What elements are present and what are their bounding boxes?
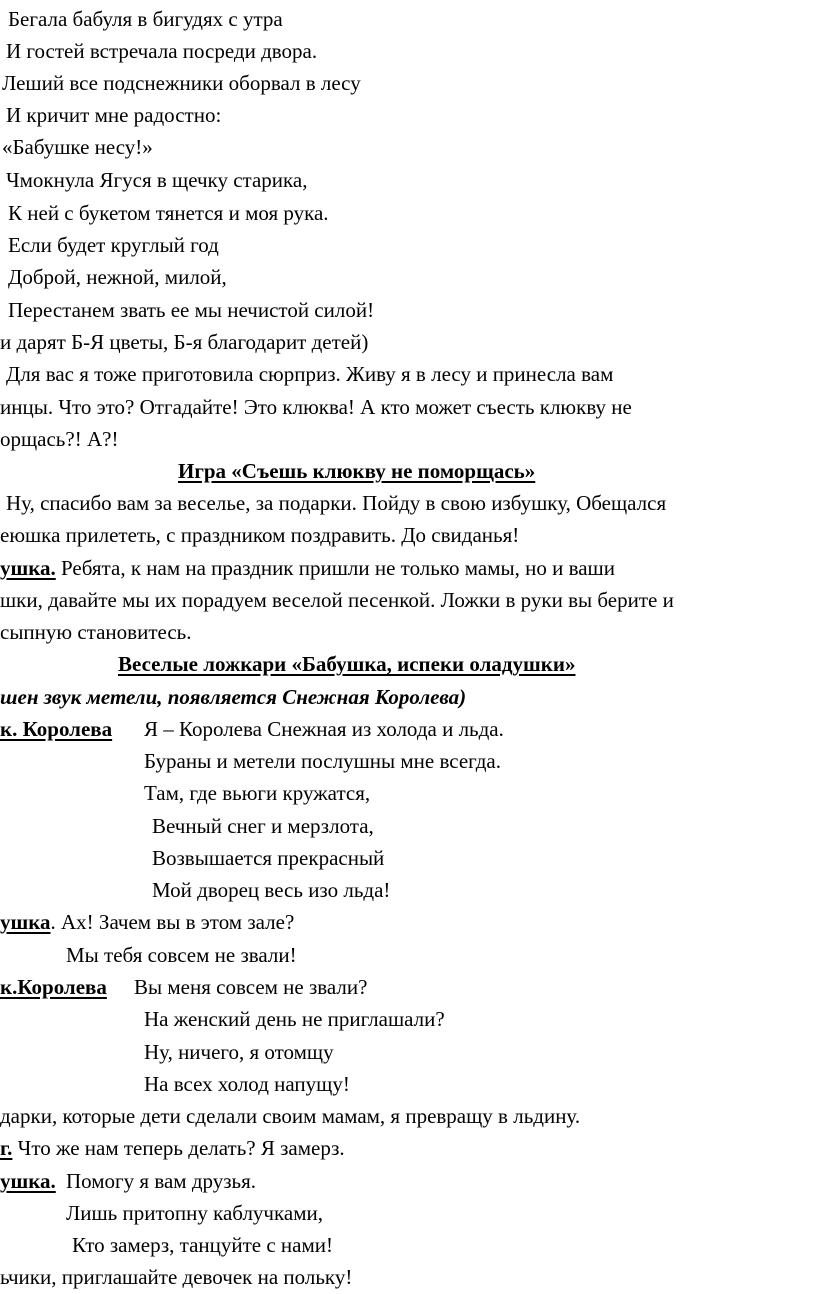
verse-line: Я – Королева Снежная из холода и льда.: [144, 717, 504, 741]
verse-line: Там, где вьюги кружатся,: [144, 781, 371, 805]
poem-line: К ней с букетом тянется и моя рука.: [8, 201, 329, 225]
speaker-line: [0, 1168, 56, 1194]
verse-line: Кто замерз, танцуйте с нами!: [72, 1233, 334, 1257]
verse-line: Лишь притопну каблучками,: [66, 1201, 323, 1225]
stage-direction: шен звук метели, появляется Снежная Королева): [0, 685, 467, 709]
speech-text: Ребята, к нам на праздник пришли не только мамы, но и ваши: [61, 556, 615, 580]
text-line: Ну, спасибо вам за веселье, за подарки. Пойду в свою избушку, Обещался: [6, 491, 667, 515]
text-line: инцы. Что это? Отгадайте! Это клюква! А кто может съесть клюкву не: [0, 395, 632, 419]
stage-direction: и дарят Б-Я цветы, Б-я благодарит детей): [0, 330, 369, 354]
verse-line: Мы тебя совсем не звали!: [66, 943, 297, 967]
text-line: орщась?! А?!: [0, 427, 119, 451]
poem-line: Если будет круглый год: [8, 233, 219, 257]
speaker-name: к.Королева: [0, 975, 107, 999]
poem-line: Леший все подснежники оборвал в лесу: [2, 71, 361, 95]
speaker-name: к. Королева: [0, 717, 113, 741]
text-line: сыпную становитесь.: [0, 620, 192, 644]
speech-text: . Ах! Зачем вы в этом зале?: [50, 910, 295, 934]
poem-line: И гостей встречала посреди двора.: [6, 39, 318, 63]
speaker-line: [0, 716, 112, 742]
poem-line: Перестанем звать ее мы нечистой силой!: [8, 298, 375, 322]
text-line: дарки, которые дети сделали своим мамам, я превращу в льдину.: [0, 1104, 581, 1128]
verse-line: На всех холод напущу!: [144, 1072, 350, 1096]
poem-line: Доброй, нежной, милой,: [8, 265, 227, 289]
verse-line: Вы меня совсем не звали?: [134, 975, 368, 999]
verse-line: Ну, ничего, я отомщу: [144, 1040, 334, 1064]
verse-line: На женский день не приглашали?: [144, 1007, 445, 1031]
verse-line: Мой дворец весь изо льда!: [152, 878, 391, 902]
speaker-name: г.: [0, 1136, 13, 1160]
verse-line: Вечный снег и мерзлота,: [152, 814, 374, 838]
text-line: ьчики, приглашайте девочек на польку!: [0, 1265, 353, 1289]
verse-line: Помогу я вам друзья.: [66, 1169, 257, 1193]
poem-line: «Бабушке несу!»: [2, 135, 153, 159]
poem-line: Чмокнула Ягуся в щечку старика,: [6, 168, 308, 192]
poem-line: И кричит мне радостно:: [6, 103, 222, 127]
verse-line: Возвышается прекрасный: [152, 846, 385, 870]
speaker-line: [0, 555, 615, 581]
speaker-name: ушка.: [0, 556, 56, 580]
speaker-line: [0, 1135, 345, 1161]
text-line: Для вас я тоже приготовила сюрприз. Живу я в лесу и принесла вам: [6, 362, 614, 386]
verse-line: Бураны и метели послушны мне всегда.: [144, 749, 501, 773]
poem-line: Бегала бабуля в бигудях с утра: [8, 7, 283, 31]
speaker-name: ушка.: [0, 1169, 56, 1193]
speaker-line: [0, 974, 107, 1000]
section-heading: Игра «Съешь клюкву не поморщась»: [178, 459, 536, 483]
speaker-line: [0, 909, 294, 935]
speaker-name: ушка: [0, 910, 51, 934]
section-heading: Веселые ложкари «Бабушка, испеки оладушки»: [118, 652, 576, 676]
speech-text: Что же нам теперь делать? Я замерз.: [17, 1136, 345, 1160]
text-line: шки, давайте мы их порадуем веселой песенкой. Ложки в руки вы берите и: [0, 588, 674, 612]
text-line: еюшка прилететь, с праздником поздравить. До свиданья!: [0, 523, 520, 547]
